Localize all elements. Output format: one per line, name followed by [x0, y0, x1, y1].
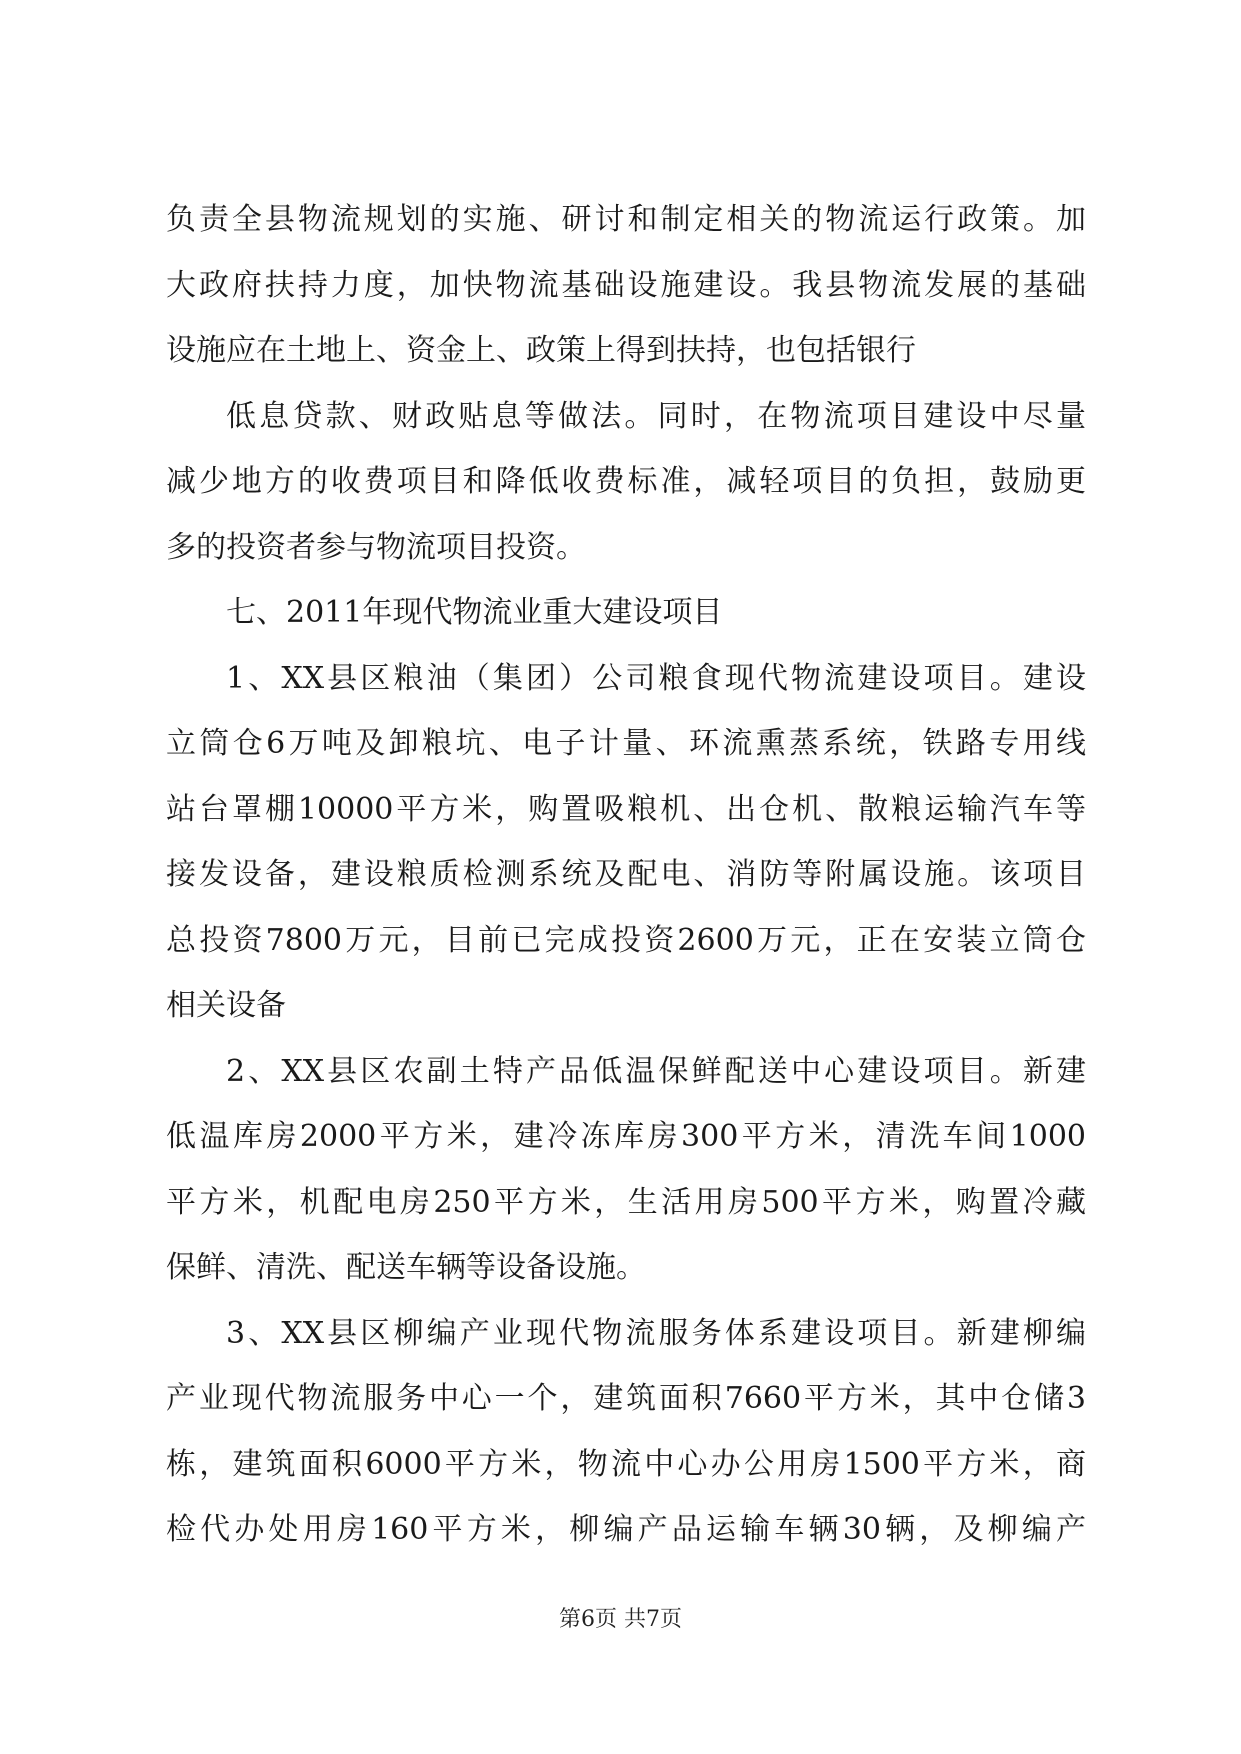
text-line: 产业现代物流服务中心一个，建筑面积7660平方米，其中仓储3 — [166, 1381, 1086, 1416]
text-line: 立筒仓6万吨及卸粮坑、电子计量、环流熏蒸系统，铁路专用线 — [166, 726, 1086, 761]
text-line: 低温库房2000平方米，建冷冻库房300平方米，清洗车间1000 — [166, 1119, 1086, 1154]
text-line: 多的投资者参与物流项目投资。 — [166, 529, 586, 565]
text-line: 2、XX县区农副土特产品低温保鲜配送中心建设项目。新建 — [226, 1053, 1086, 1089]
text-line: 设施应在土地上、资金上、政策上得到扶持，也包括银行 — [166, 333, 916, 368]
text-line: 总投资7800万元，目前已完成投资2600万元，正在安装立筒仓 — [166, 922, 1086, 958]
text-line: 1、XX县区粮油（集团）公司粮食现代物流建设项目。建设 — [226, 660, 1086, 696]
page-footer: 第6页 共7页 — [559, 1607, 682, 1632]
text-line: 相关设备 — [166, 988, 286, 1023]
text-line: 平方米，机配电房250平方米，生活用房500平方米，购置冷藏 — [166, 1184, 1086, 1220]
text-line: 3、XX县区柳编产业现代物流服务体系建设项目。新建柳编 — [226, 1315, 1086, 1351]
document-body — [166, 187, 1086, 1563]
text-line: 保鲜、清洗、配送车辆等设备设施。 — [166, 1250, 646, 1285]
text-line: 负责全县物流规划的实施、研讨和制定相关的物流运行政策。加 — [166, 202, 1086, 237]
text-line: 接发设备，建设粮质检测系统及配电、消防等附属设施。该项目 — [166, 857, 1086, 892]
text-line: 减少地方的收费项目和降低收费标准，减轻项目的负担，鼓励更 — [166, 464, 1086, 499]
text-line: 七、2011年现代物流业重大建设项目 — [226, 595, 723, 630]
text-line: 大政府扶持力度，加快物流基础设施建设。我县物流发展的基础 — [166, 267, 1086, 303]
text-line: 低息贷款、财政贴息等做法。同时，在物流项目建设中尽量 — [226, 398, 1086, 434]
text-line: 检代办处用房160平方米，柳编产品运输车辆30辆，及柳编产 — [166, 1512, 1086, 1547]
text-line: 栋，建筑面积6000平方米，物流中心办公用房1500平方米，商 — [166, 1446, 1086, 1482]
text-line: 站台罩棚10000平方米，购置吸粮机、出仓机、散粮运输汽车等 — [166, 791, 1086, 827]
